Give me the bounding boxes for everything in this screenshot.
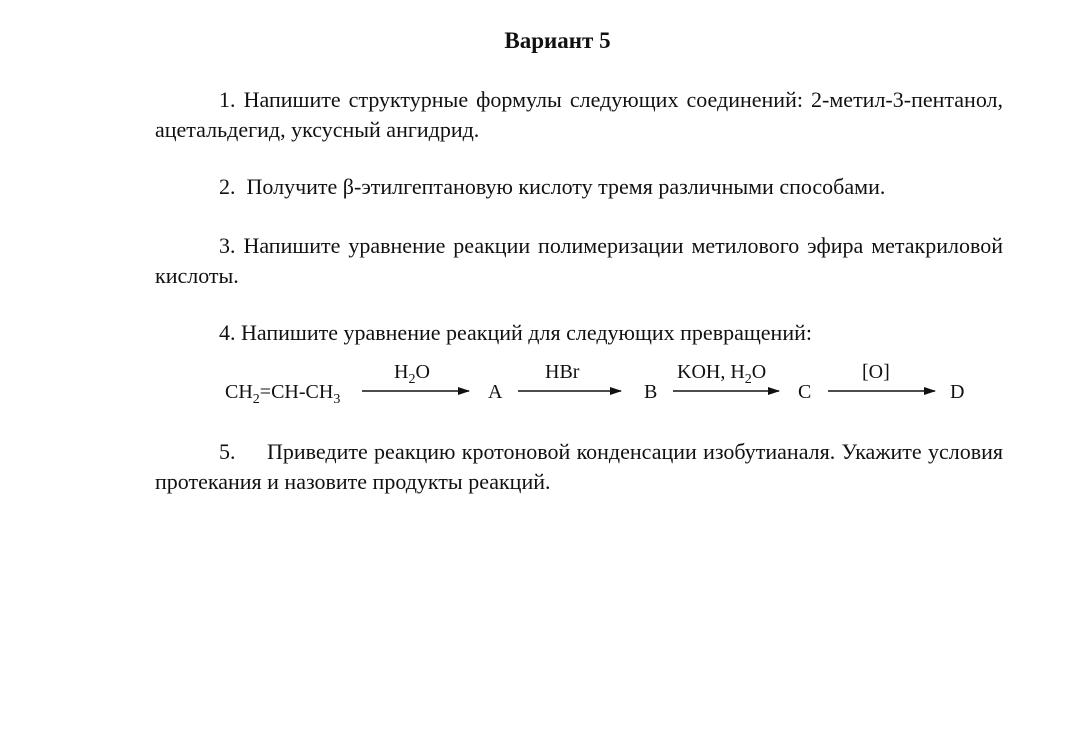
reaction-scheme-svg xyxy=(155,356,1003,412)
product-label: D xyxy=(950,381,965,403)
task-4 xyxy=(155,318,1003,348)
task-number: 3. xyxy=(219,233,236,258)
task-3 xyxy=(155,231,1003,291)
variant-title-text: Вариант 5 xyxy=(504,28,611,53)
task-text: Напишите уравнение реакции полимеризации метилового эфира метакриловой кислоты. xyxy=(155,233,1003,288)
product-label: C xyxy=(798,381,812,403)
product-label: A xyxy=(488,381,503,403)
reagent-label: [O] xyxy=(862,361,890,383)
task-2 xyxy=(155,172,1003,202)
task-number: 1. xyxy=(219,87,236,112)
task-number: 5. xyxy=(219,439,236,464)
task-1 xyxy=(155,85,1003,145)
reagent-label: HBr xyxy=(545,361,580,383)
product-label: B xyxy=(644,381,658,403)
task-text: Приведите реакцию кротоновой конденсации изобутианаля. Укажите условия протекания и назовите продукты реакций. xyxy=(155,439,1003,494)
reagent-label: $H_2O$ xyxy=(394,361,430,387)
task-text: Напишите уравнение реакций для следующих превращений: xyxy=(241,320,812,345)
reagent-label: KOH, $H_2O$ xyxy=(677,361,767,387)
start-compound: $CH_2=CH-CH_3$ xyxy=(225,381,341,407)
task-5 xyxy=(155,437,1003,497)
task-text: Напишите структурные формулы следующих соединений: 2-метил-3-пентанол, ацетальдегид, уксусный ангидрид. xyxy=(155,87,1004,142)
task-number: 4. xyxy=(219,320,236,345)
task-number: 2. xyxy=(219,174,236,199)
task-text: Получите β-этилгептановую кислоту тремя различными способами. xyxy=(246,174,886,199)
variant-title xyxy=(0,27,1080,55)
reaction-scheme xyxy=(155,356,1003,412)
